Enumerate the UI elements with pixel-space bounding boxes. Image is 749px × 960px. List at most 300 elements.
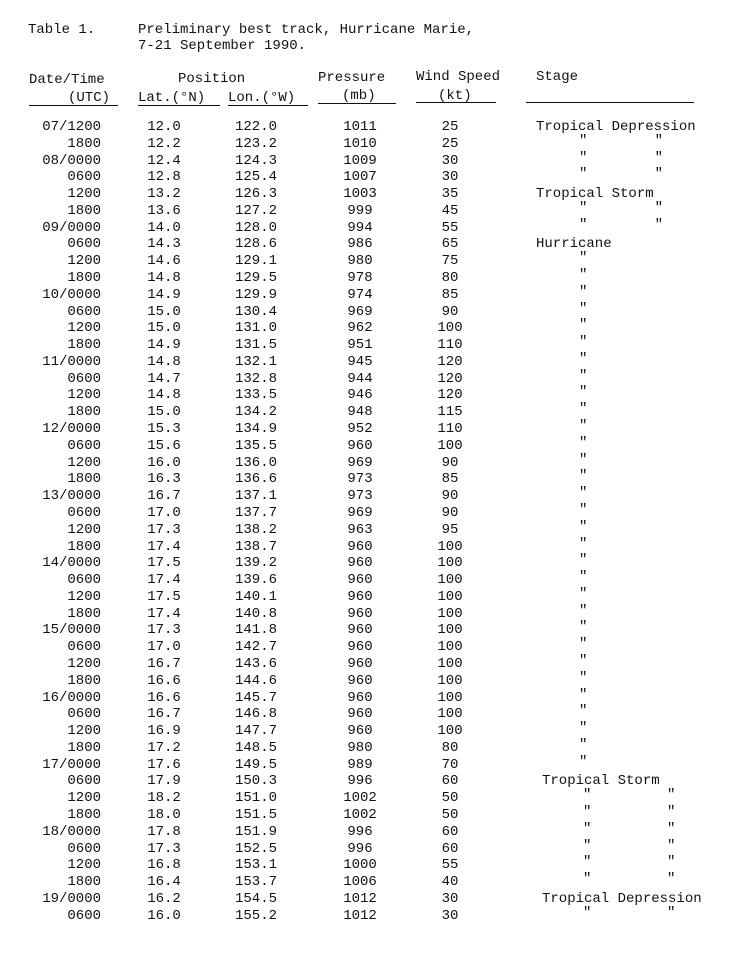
cell-lon: 138.7 xyxy=(234,538,277,555)
table-row xyxy=(0,216,749,237)
cell-stage: " xyxy=(579,602,588,619)
cell-lon: 137.1 xyxy=(234,488,277,505)
header-position: Position xyxy=(178,71,246,87)
cell-windspeed: 50 xyxy=(441,806,459,823)
cell-pressure: 960 xyxy=(347,622,373,639)
cell-windspeed: 100 xyxy=(437,437,463,454)
cell-datetime: 0600 xyxy=(67,169,101,186)
cell-pressure: 996 xyxy=(347,840,373,857)
cell-datetime: 19/0000 xyxy=(42,890,101,907)
cell-pressure: 996 xyxy=(347,823,373,840)
table-row xyxy=(0,636,749,656)
cell-pressure: 962 xyxy=(347,320,373,337)
cell-datetime: 0600 xyxy=(67,639,101,656)
cell-windspeed: 55 xyxy=(441,857,459,874)
cell-windspeed: 55 xyxy=(441,219,459,236)
cell-lon: 154.5 xyxy=(234,890,277,907)
cell-pressure: 963 xyxy=(347,521,373,538)
cell-lon: 153.1 xyxy=(234,857,277,874)
cell-stage: " xyxy=(579,300,588,317)
cell-pressure: 989 xyxy=(347,756,373,773)
cell-datetime: 0600 xyxy=(67,504,101,521)
cell-lat: 17.3 xyxy=(147,622,181,639)
cell-lon: 149.5 xyxy=(234,756,277,773)
cell-stage: " xyxy=(579,585,588,602)
table-label: Table 1. xyxy=(28,22,96,38)
cell-stage: Tropical Depression xyxy=(536,119,696,135)
cell-lon: 138.2 xyxy=(234,521,277,538)
cell-pressure: 960 xyxy=(347,555,373,572)
cell-windspeed: 100 xyxy=(437,689,463,706)
cell-stage: " xyxy=(579,451,588,468)
cell-lat: 14.7 xyxy=(147,370,181,387)
table-row xyxy=(0,585,749,606)
cell-windspeed: 25 xyxy=(441,119,459,135)
cell-stage: " xyxy=(579,317,588,334)
cell-windspeed: 85 xyxy=(441,286,459,303)
cell-stage: " xyxy=(579,384,588,401)
cell-stage: " " xyxy=(579,132,664,149)
cell-datetime: 1800 xyxy=(67,739,101,756)
cell-datetime: 11/0000 xyxy=(42,353,101,370)
cell-datetime: 1200 xyxy=(67,723,101,740)
cell-lat: 17.0 xyxy=(147,504,181,521)
cell-lat: 17.8 xyxy=(147,823,181,840)
cell-lon: 153.7 xyxy=(234,874,277,891)
cell-pressure: 960 xyxy=(347,655,373,672)
cell-lon: 134.9 xyxy=(234,421,277,438)
cell-pressure: 1000 xyxy=(343,857,377,874)
cell-lon: 125.4 xyxy=(234,169,277,186)
header-utc: (UTC) xyxy=(68,90,111,106)
cell-stage: " " xyxy=(583,820,676,837)
table-row xyxy=(0,401,749,421)
cell-lon: 151.0 xyxy=(234,790,277,807)
cell-windspeed: 30 xyxy=(441,152,459,169)
cell-datetime: 1200 xyxy=(67,655,101,672)
cell-stage: " xyxy=(579,250,588,267)
cell-lon: 155.2 xyxy=(234,907,277,924)
table-row xyxy=(0,703,749,723)
cell-datetime: 0600 xyxy=(67,773,101,790)
cell-pressure: 1007 xyxy=(343,169,377,186)
cell-windspeed: 40 xyxy=(441,874,459,891)
cell-stage: " xyxy=(579,350,588,367)
cell-datetime: 0600 xyxy=(67,706,101,723)
cell-lat: 15.0 xyxy=(147,320,181,337)
header-mb: (mb) xyxy=(342,88,376,104)
cell-lat: 14.0 xyxy=(147,219,181,236)
cell-pressure: 996 xyxy=(347,773,373,790)
cell-windspeed: 90 xyxy=(441,488,459,505)
cell-windspeed: 95 xyxy=(441,521,459,538)
cell-pressure: 952 xyxy=(347,421,373,438)
cell-lat: 17.6 xyxy=(147,756,181,773)
cell-pressure: 974 xyxy=(347,286,373,303)
table-row xyxy=(0,619,749,639)
cell-lon: 137.7 xyxy=(234,504,277,521)
cell-pressure: 980 xyxy=(347,253,373,270)
cell-pressure: 973 xyxy=(347,488,373,505)
cell-windspeed: 100 xyxy=(437,320,463,337)
cell-datetime: 07/1200 xyxy=(42,119,101,135)
cell-datetime: 1200 xyxy=(67,253,101,270)
table-row xyxy=(0,669,749,690)
cell-lon: 129.9 xyxy=(234,286,277,303)
cell-stage: " xyxy=(579,283,588,300)
cell-windspeed: 120 xyxy=(437,387,463,404)
underline-datetime xyxy=(29,105,118,106)
cell-stage: Hurricane xyxy=(536,236,612,253)
cell-datetime: 1800 xyxy=(67,202,101,219)
cell-stage: " xyxy=(579,669,588,686)
cell-lat: 16.0 xyxy=(147,907,181,924)
cell-windspeed: 30 xyxy=(441,169,459,186)
cell-lat: 18.2 xyxy=(147,790,181,807)
cell-stage: " " xyxy=(579,216,664,233)
cell-datetime: 08/0000 xyxy=(42,152,101,169)
cell-datetime: 0600 xyxy=(67,370,101,387)
cell-pressure: 1012 xyxy=(343,890,377,907)
cell-stage: " xyxy=(579,334,588,351)
cell-windspeed: 65 xyxy=(441,236,459,253)
underline-lat xyxy=(138,105,220,106)
cell-pressure: 948 xyxy=(347,404,373,421)
cell-windspeed: 100 xyxy=(437,538,463,555)
cell-datetime: 14/0000 xyxy=(42,555,101,572)
cell-datetime: 1800 xyxy=(67,672,101,689)
cell-windspeed: 100 xyxy=(437,639,463,656)
cell-windspeed: 30 xyxy=(441,907,459,924)
cell-datetime: 1200 xyxy=(67,320,101,337)
cell-pressure: 960 xyxy=(347,538,373,555)
cell-windspeed: 100 xyxy=(437,605,463,622)
cell-lat: 16.6 xyxy=(147,689,181,706)
cell-datetime: 1800 xyxy=(67,404,101,421)
cell-lat: 13.6 xyxy=(147,202,181,219)
table-row xyxy=(0,451,749,472)
cell-lat: 17.0 xyxy=(147,639,181,656)
cell-stage: " " xyxy=(579,166,664,183)
table-row xyxy=(0,518,749,539)
cell-lat: 12.8 xyxy=(147,169,181,186)
cell-pressure: 973 xyxy=(347,471,373,488)
cell-stage: " " xyxy=(583,904,676,921)
cell-datetime: 1800 xyxy=(67,135,101,152)
table-title-line1: Preliminary best track, Hurricane Marie, xyxy=(138,22,475,38)
cell-datetime: 0600 xyxy=(67,907,101,924)
underline-pressure xyxy=(318,103,396,104)
cell-windspeed: 100 xyxy=(437,672,463,689)
header-pressure: Pressure xyxy=(318,70,386,86)
cell-lon: 140.1 xyxy=(234,588,277,605)
table-title-line2: 7-21 September 1990. xyxy=(138,38,307,54)
cell-lon: 144.6 xyxy=(234,672,277,689)
cell-pressure: 969 xyxy=(347,504,373,521)
cell-windspeed: 25 xyxy=(441,135,459,152)
cell-lon: 140.8 xyxy=(234,605,277,622)
cell-windspeed: 50 xyxy=(441,790,459,807)
cell-lat: 14.8 xyxy=(147,270,181,287)
cell-pressure: 969 xyxy=(347,303,373,320)
cell-stage: " xyxy=(579,652,588,669)
cell-windspeed: 60 xyxy=(441,840,459,857)
cell-stage: " " xyxy=(583,854,676,871)
table-row xyxy=(0,317,749,337)
table-row xyxy=(0,871,749,891)
cell-lon: 126.3 xyxy=(234,186,277,203)
cell-windspeed: 90 xyxy=(441,303,459,320)
cell-lat: 16.8 xyxy=(147,857,181,874)
cell-windspeed: 100 xyxy=(437,723,463,740)
cell-datetime: 09/0000 xyxy=(42,219,101,236)
cell-stage: " " xyxy=(583,787,676,804)
cell-stage: " xyxy=(579,518,588,535)
cell-datetime: 0600 xyxy=(67,840,101,857)
cell-lat: 14.6 xyxy=(147,253,181,270)
cell-pressure: 994 xyxy=(347,219,373,236)
table-row xyxy=(0,166,749,186)
cell-pressure: 960 xyxy=(347,437,373,454)
cell-pressure: 1009 xyxy=(343,152,377,169)
cell-lat: 14.9 xyxy=(147,286,181,303)
cell-stage: " " xyxy=(583,803,676,820)
table-row xyxy=(0,652,749,673)
table-row xyxy=(0,736,749,757)
cell-stage: " xyxy=(579,736,588,753)
cell-datetime: 10/0000 xyxy=(42,286,101,303)
cell-lat: 18.0 xyxy=(147,806,181,823)
cell-windspeed: 100 xyxy=(437,572,463,589)
cell-lat: 15.0 xyxy=(147,404,181,421)
cell-lat: 12.4 xyxy=(147,152,181,169)
table-row xyxy=(0,300,749,321)
cell-stage: " " xyxy=(583,871,676,888)
table-row xyxy=(0,236,749,253)
cell-pressure: 1002 xyxy=(343,790,377,807)
table-row xyxy=(0,686,749,707)
cell-lon: 146.8 xyxy=(234,706,277,723)
cell-stage: Tropical Storm xyxy=(542,773,660,790)
cell-lat: 16.9 xyxy=(147,723,181,740)
cell-datetime: 1800 xyxy=(67,874,101,891)
cell-datetime: 13/0000 xyxy=(42,488,101,505)
cell-lat: 17.4 xyxy=(147,572,181,589)
cell-stage: " " xyxy=(579,199,664,216)
cell-datetime: 1800 xyxy=(67,337,101,354)
cell-pressure: 960 xyxy=(347,588,373,605)
cell-datetime: 16/0000 xyxy=(42,689,101,706)
cell-stage: " xyxy=(579,552,588,569)
table-row xyxy=(0,468,749,488)
cell-lon: 147.7 xyxy=(234,723,277,740)
cell-lon: 151.9 xyxy=(234,823,277,840)
table-row xyxy=(0,267,749,287)
cell-windspeed: 80 xyxy=(441,270,459,287)
cell-lat: 17.4 xyxy=(147,605,181,622)
cell-pressure: 960 xyxy=(347,639,373,656)
cell-windspeed: 60 xyxy=(441,773,459,790)
cell-stage: " xyxy=(579,501,588,518)
cell-lon: 152.5 xyxy=(234,840,277,857)
cell-lon: 132.1 xyxy=(234,353,277,370)
cell-pressure: 960 xyxy=(347,605,373,622)
cell-datetime: 0600 xyxy=(67,437,101,454)
table-row xyxy=(0,501,749,522)
cell-pressure: 960 xyxy=(347,706,373,723)
cell-lat: 16.6 xyxy=(147,672,181,689)
table-row xyxy=(0,367,749,388)
cell-lat: 16.7 xyxy=(147,488,181,505)
cell-lat: 15.0 xyxy=(147,303,181,320)
cell-stage: " xyxy=(579,468,588,485)
cell-windspeed: 115 xyxy=(437,404,463,421)
cell-lat: 17.3 xyxy=(147,840,181,857)
cell-datetime: 1200 xyxy=(67,857,101,874)
cell-pressure: 946 xyxy=(347,387,373,404)
cell-windspeed: 100 xyxy=(437,588,463,605)
cell-windspeed: 75 xyxy=(441,253,459,270)
cell-pressure: 960 xyxy=(347,689,373,706)
cell-datetime: 18/0000 xyxy=(42,823,101,840)
underline-lon xyxy=(228,105,308,106)
cell-stage: " xyxy=(579,636,588,653)
cell-datetime: 1200 xyxy=(67,521,101,538)
header-lat: Lat.(°N) xyxy=(138,90,206,106)
cell-lat: 12.0 xyxy=(147,119,181,135)
header-windspeed: Wind Speed xyxy=(416,69,501,85)
table-row xyxy=(0,350,749,371)
cell-lat: 15.6 xyxy=(147,437,181,454)
cell-datetime: 17/0000 xyxy=(42,756,101,773)
cell-pressure: 960 xyxy=(347,572,373,589)
cell-datetime: 1200 xyxy=(67,186,101,203)
cell-lat: 16.4 xyxy=(147,874,181,891)
cell-windspeed: 85 xyxy=(441,471,459,488)
cell-lon: 131.5 xyxy=(234,337,277,354)
cell-lat: 14.8 xyxy=(147,353,181,370)
cell-datetime: 1800 xyxy=(67,806,101,823)
cell-windspeed: 100 xyxy=(437,622,463,639)
cell-windspeed: 100 xyxy=(437,706,463,723)
cell-stage: " xyxy=(579,569,588,586)
cell-windspeed: 110 xyxy=(437,337,463,354)
cell-pressure: 980 xyxy=(347,739,373,756)
table-row xyxy=(0,753,749,774)
cell-lon: 134.2 xyxy=(234,404,277,421)
cell-stage: " " xyxy=(583,837,676,854)
cell-lat: 17.5 xyxy=(147,588,181,605)
cell-stage: " xyxy=(579,619,588,636)
cell-datetime: 1200 xyxy=(67,387,101,404)
cell-lat: 16.7 xyxy=(147,655,181,672)
cell-lon: 142.7 xyxy=(234,639,277,656)
cell-windspeed: 90 xyxy=(441,454,459,471)
cell-lon: 145.7 xyxy=(234,689,277,706)
cell-pressure: 1002 xyxy=(343,806,377,823)
cell-windspeed: 80 xyxy=(441,739,459,756)
cell-stage: " xyxy=(579,418,588,435)
header-lon: Lon.(°W) xyxy=(228,90,296,106)
cell-lon: 129.5 xyxy=(234,270,277,287)
cell-windspeed: 30 xyxy=(441,890,459,907)
cell-stage: " xyxy=(579,367,588,384)
table-row xyxy=(0,283,749,304)
cell-lon: 130.4 xyxy=(234,303,277,320)
cell-lat: 17.5 xyxy=(147,555,181,572)
cell-lon: 148.5 xyxy=(234,739,277,756)
cell-lon: 122.0 xyxy=(234,119,277,135)
cell-pressure: 960 xyxy=(347,723,373,740)
underline-stage xyxy=(526,102,694,103)
cell-lon: 150.3 xyxy=(234,773,277,790)
table-row xyxy=(0,334,749,354)
cell-windspeed: 60 xyxy=(441,823,459,840)
cell-lon: 139.2 xyxy=(234,555,277,572)
cell-lon: 141.8 xyxy=(234,622,277,639)
cell-lon: 133.5 xyxy=(234,387,277,404)
table-row xyxy=(0,434,749,455)
cell-stage: Tropical Depression xyxy=(542,890,702,907)
cell-stage: " xyxy=(579,720,588,737)
cell-lon: 132.8 xyxy=(234,370,277,387)
cell-stage: " xyxy=(579,535,588,552)
cell-windspeed: 120 xyxy=(437,353,463,370)
cell-lon: 123.2 xyxy=(234,135,277,152)
cell-windspeed: 90 xyxy=(441,504,459,521)
cell-datetime: 1800 xyxy=(67,471,101,488)
table-row xyxy=(0,569,749,589)
cell-lat: 14.9 xyxy=(147,337,181,354)
cell-lat: 16.2 xyxy=(147,890,181,907)
cell-datetime: 0600 xyxy=(67,236,101,253)
cell-datetime: 1200 xyxy=(67,588,101,605)
cell-stage: " xyxy=(579,686,588,703)
cell-windspeed: 45 xyxy=(441,202,459,219)
cell-lon: 128.6 xyxy=(234,236,277,253)
cell-lon: 139.6 xyxy=(234,572,277,589)
cell-pressure: 1003 xyxy=(343,186,377,203)
cell-datetime: 1800 xyxy=(67,538,101,555)
underline-windspeed xyxy=(416,102,496,103)
cell-datetime: 1800 xyxy=(67,605,101,622)
cell-pressure: 944 xyxy=(347,370,373,387)
table-row xyxy=(0,552,749,572)
header-stage: Stage xyxy=(536,69,579,85)
cell-pressure: 1010 xyxy=(343,135,377,152)
cell-lat: 13.2 xyxy=(147,186,181,203)
cell-pressure: 951 xyxy=(347,337,373,354)
cell-lat: 16.3 xyxy=(147,471,181,488)
cell-windspeed: 110 xyxy=(437,421,463,438)
cell-windspeed: 100 xyxy=(437,655,463,672)
cell-lat: 14.3 xyxy=(147,236,181,253)
cell-lon: 128.0 xyxy=(234,219,277,236)
cell-datetime: 15/0000 xyxy=(42,622,101,639)
cell-lat: 17.3 xyxy=(147,521,181,538)
cell-datetime: 1200 xyxy=(67,790,101,807)
cell-lat: 16.0 xyxy=(147,454,181,471)
cell-datetime: 1800 xyxy=(67,270,101,287)
cell-pressure: 969 xyxy=(347,454,373,471)
header-kt: (kt) xyxy=(438,88,472,104)
cell-lat: 16.7 xyxy=(147,706,181,723)
cell-datetime: 0600 xyxy=(67,303,101,320)
cell-lon: 143.6 xyxy=(234,655,277,672)
cell-stage: " xyxy=(579,401,588,418)
cell-lat: 12.2 xyxy=(147,135,181,152)
cell-lon: 136.0 xyxy=(234,454,277,471)
